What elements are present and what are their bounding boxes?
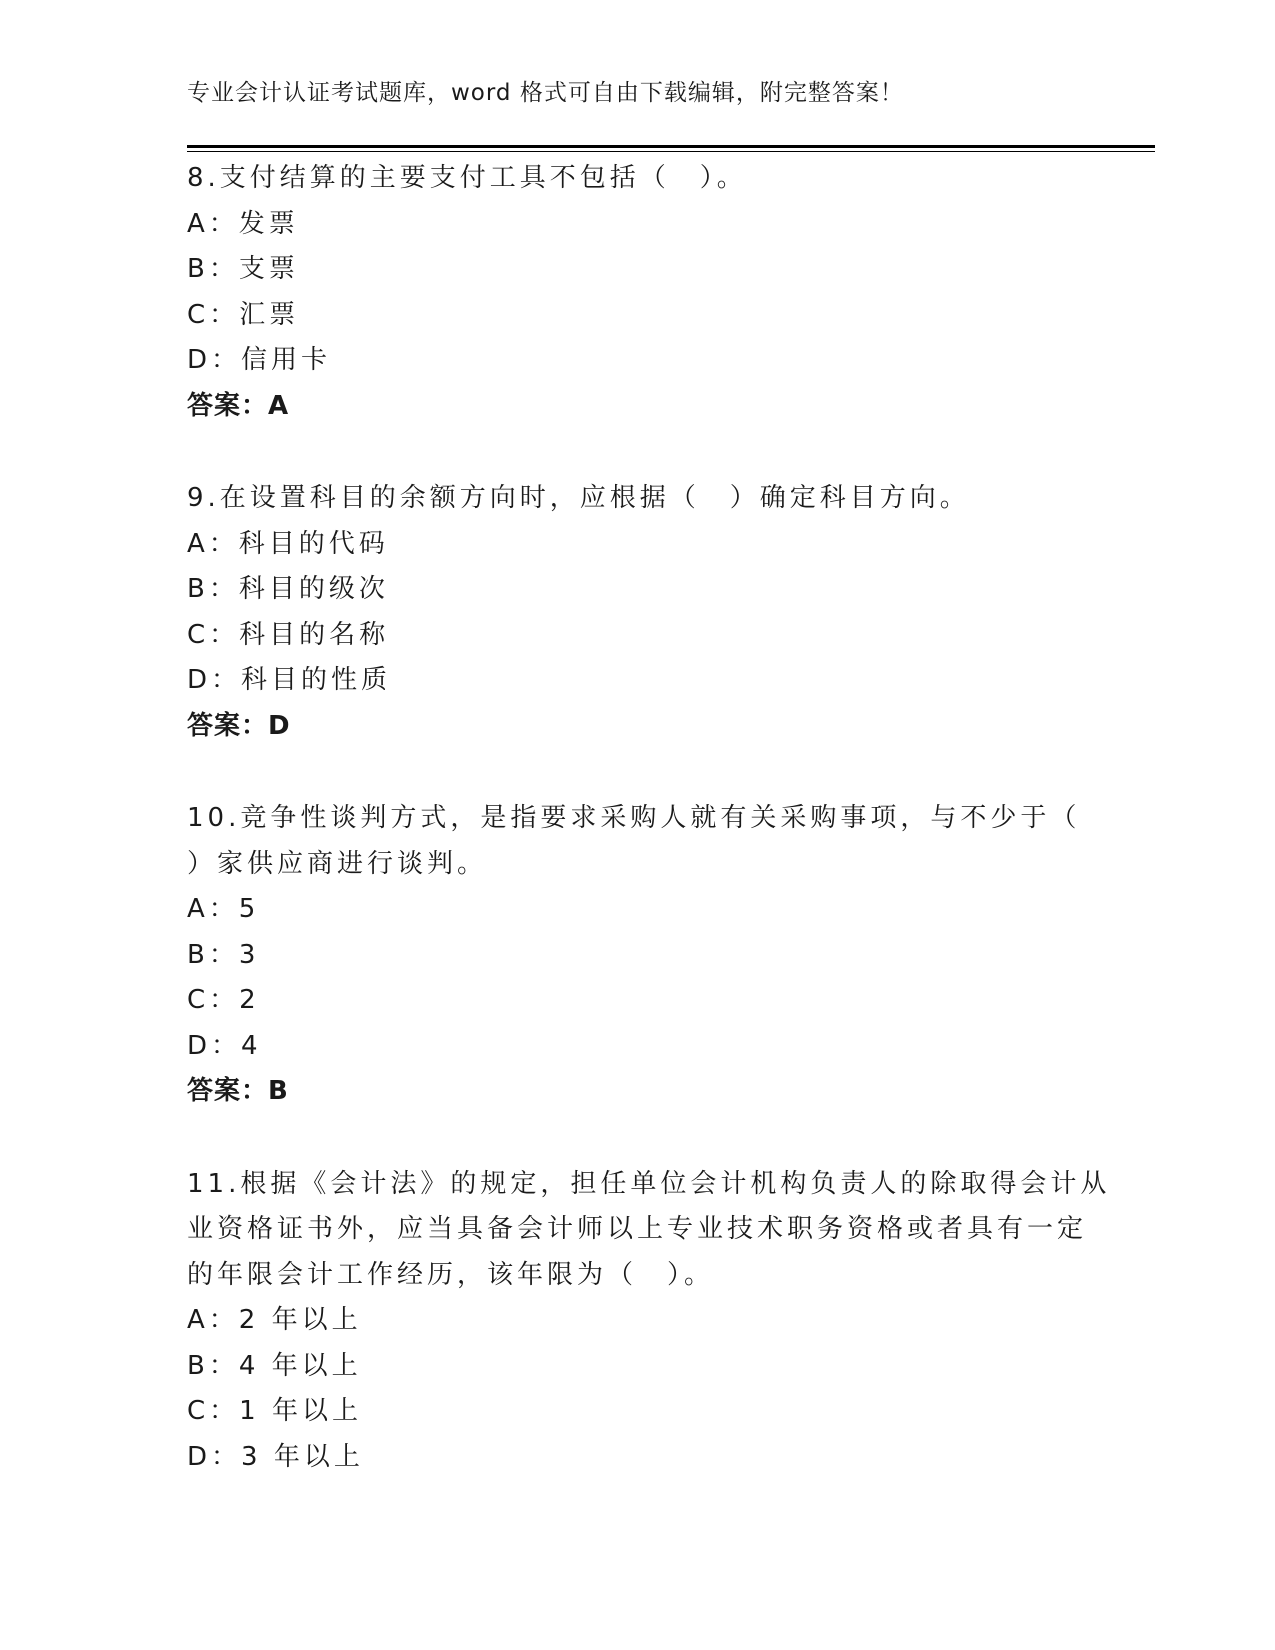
option-b: B：科目的级次 [187,574,389,604]
question-8 [187,156,1087,429]
header-rule-thick [187,145,1155,148]
question-stem-line-1: 10.竞争性谈判方式，是指要求采购人就有关采购事项，与不少于（ [187,803,1081,833]
option-d: D：科目的性质 [187,665,392,695]
option-c: C：2 [187,985,260,1015]
question-stem: 8.支付结算的主要支付工具不包括（ ）。 [187,163,747,193]
question-stem-line-2: ）家供应商进行谈判。 [187,848,488,879]
question-stem-line-1: 11.根据《会计法》的规定，担任单位会计机构负责人的除取得会计从 [187,1168,1111,1199]
option-a: A：科目的代码 [187,528,389,559]
question-stem-line-2: 业资格证书外，应当具备会计师以上专业技术职务资格或者具有一定 [187,1214,1088,1244]
header-rule-thin [187,151,1155,152]
option-c: C：科目的名称 [187,619,390,650]
question-stem-line-3: 的年限会计工作经历，该年限为（ ）。 [187,1259,715,1290]
question-11 [187,1162,1111,1481]
answer: 答案：B [187,1076,289,1106]
option-a: A：发票 [187,208,299,239]
option-b: B：4 年以上 [187,1350,362,1381]
question-stem: 9.在设置科目的余额方向时，应根据（ ）确定科目方向。 [187,483,970,513]
question-9 [187,476,1087,749]
option-d: D：4 [187,1030,262,1061]
question-10 [187,796,1087,1115]
option-d: D：3 年以上 [187,1441,364,1472]
question-list [187,156,1111,1527]
option-b: B：3 [187,939,260,970]
option-c: C：1 年以上 [187,1396,362,1426]
option-d: D：信用卡 [187,345,332,375]
page-header: 专业会计认证考试题库，word 格式可自由下载编辑，附完整答案！ [187,80,904,106]
option-a: A：2 年以上 [187,1305,362,1335]
answer: 答案：A [187,390,290,421]
option-c: C：汇票 [187,299,300,330]
option-b: B：支票 [187,254,299,284]
option-a: A：5 [187,894,260,924]
answer: 答案：D [187,710,291,741]
